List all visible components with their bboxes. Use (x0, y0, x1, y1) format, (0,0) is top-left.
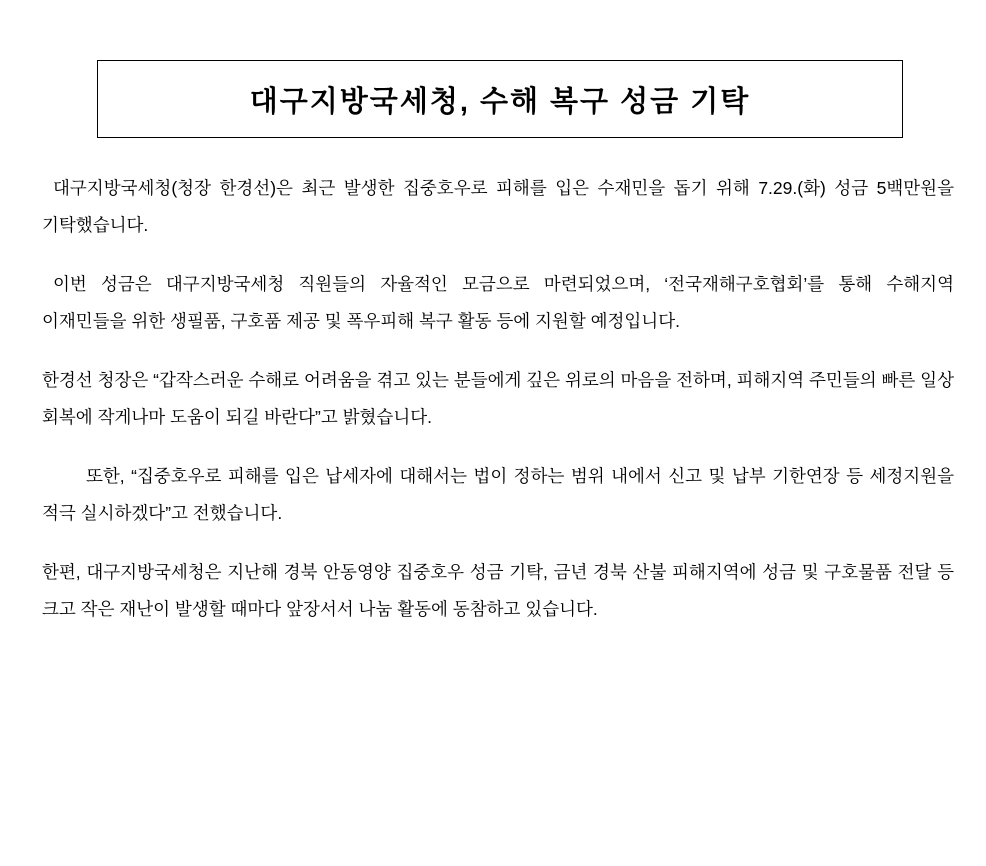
paragraph-5: 한편, 대구지방국세청은 지난해 경북 안동영양 집중호우 성금 기탁, 금년 경북 산불 피해지역에 성금 및 구호물품 전달 등 크고 작은 재난이 발생할 때마다 앞장서서 나눔 활동에 동참하고 있습니다. (42, 562, 954, 619)
page-title: 대구지방국세청, 수해 복구 성금 기탁 (249, 85, 751, 118)
paragraph-4: 또한, “집중호우로 피해를 입은 납세자에 대해서는 법이 정하는 범위 내에서 신고 및 납부 기한연장 등 세정지원을 적극 실시하겠다”고 전했습니다. (42, 466, 954, 523)
paragraph-2: 이번 성금은 대구지방국세청 직원들의 자율적인 모금으로 마련되었으며, ‘전국재해구호협회’를 통해 수해지역 이재민들을 위한 생필품, 구호품 제공 및 폭우피해 복구 활동 등에 지원할 예정입니다. (42, 274, 954, 331)
paragraph-3: 한경선 청장은 “갑작스러운 수해로 어려움을 겪고 있는 분들에게 깊은 위로의 마음을 전하며, 피해지역 주민들의 빠른 일상 회복에 작게나마 도움이 되길 바란다”고 밝혔습니다. (42, 370, 954, 427)
document-body (42, 170, 954, 628)
title-box (97, 60, 903, 138)
paragraph-1: 대구지방국세청(청장 한경선)은 최근 발생한 집중호우로 피해를 입은 수재민을 돕기 위해 7.29.(화) 성금 5백만원을 기탁했습니다. (42, 178, 954, 235)
